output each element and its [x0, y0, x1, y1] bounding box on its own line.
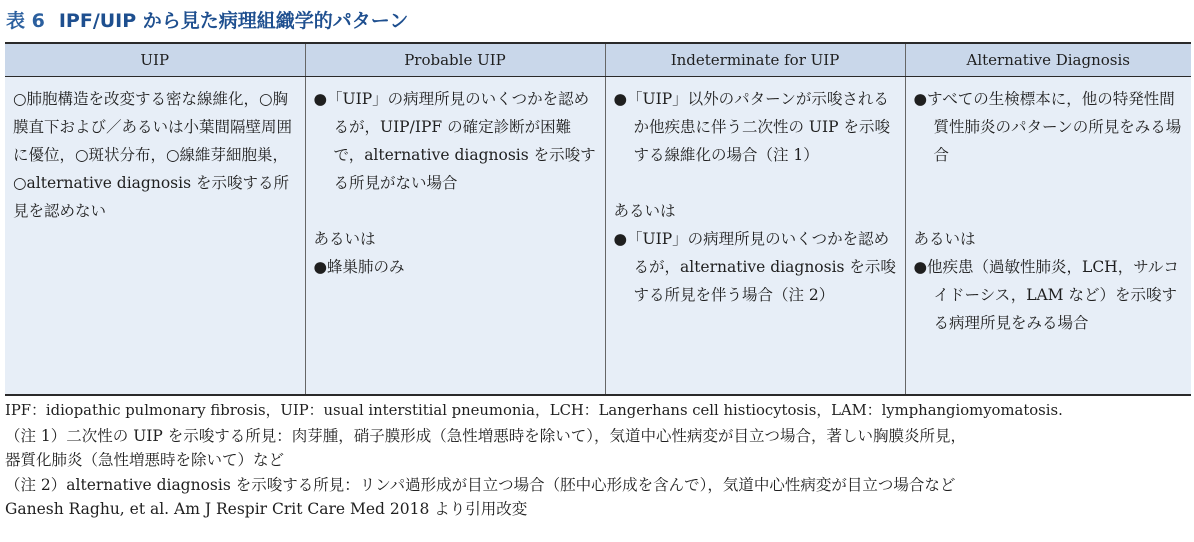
indeterminate-or: あるいは — [613, 202, 676, 220]
probable-uip-criteria-2: ●蜂巣肺のみ — [313, 258, 405, 276]
note-1-line-1: （注 1）二次性の UIP を示唆する所見：肉芽腫，硝子膜形成（急性増悪時を除いて），気道中心性病変が目立つ場合，著しい胸膜炎所見， — [5, 426, 967, 445]
alternative-criteria-1: ●すべての生検標本に，他の特発性間質性肺炎のパターンの所見をみる場合 — [913, 90, 1182, 164]
alternative-criteria-2: ●他疾患（過敏性肺炎，LCH，サルコイドーシス，LAM など）を示唆する病理所見をみる場合 — [913, 258, 1179, 332]
cell-alternative-diagnosis — [905, 77, 1191, 395]
cell-probable-uip — [305, 77, 605, 395]
header-alternative-diagnosis: Alternative Diagnosis — [905, 43, 1191, 77]
header-row — [5, 43, 1191, 77]
table-title — [6, 4, 408, 34]
source-citation: Ganesh Raghu, et al. Am J Respir Crit Care Med 2018 より引用改変 — [5, 500, 528, 518]
abbreviations-note: IPF：idiopathic pulmonary fibrosis，UIP：usual interstitial pneumonia，LCH：Langerhans cell histiocytosis，LAM：lymphangiomyomatosis. — [5, 402, 1063, 419]
header-indeterminate-uip: Indeterminate for UIP — [605, 43, 905, 77]
cell-indeterminate-uip — [605, 77, 905, 395]
uip-criteria: ○肺胞構造を改変する密な線維化，○胸膜直下および／あるいは小葉間隔壁周囲に優位，○斑状分布，○線維芽細胞巣，○alternative diagnosis を示唆する所見を認めない — [13, 90, 293, 220]
note-1-line-2: 器質化肺炎（急性増悪時を除いて）など — [5, 451, 285, 469]
indeterminate-criteria-2: ●「UIP」の病理所見のいくつかを認めるが，alternative diagnosis を示唆する所見を伴う場合（注 2） — [613, 230, 896, 304]
probable-uip-or: あるいは — [313, 230, 376, 248]
table-title-text: IPF/UIP から見た病理組織学的パターン — [58, 9, 409, 32]
header-uip: UIP — [5, 43, 305, 77]
table-number: 表 6 — [6, 9, 45, 32]
cell-uip — [5, 77, 305, 395]
header-probable-uip: Probable UIP — [305, 43, 605, 77]
alternative-or: あるいは — [913, 230, 976, 248]
note-2: （注 2）alternative diagnosis を示唆する所見：リンパ過形成が目立つ場合（胚中心形成を含んで），気道中心性病変が目立つ場合など — [5, 475, 956, 494]
indeterminate-criteria-1: ●「UIP」以外のパターンが示唆されるか他疾患に伴う二次性の UIP を示唆する線維化の場合（注 1） — [613, 90, 890, 164]
pattern-table — [5, 42, 1191, 396]
table-footnotes — [5, 399, 1191, 522]
probable-uip-criteria-1: ●「UIP」の病理所見のいくつかを認めるが，UIP/IPF の確定診断が困難で，alternative diagnosis を示唆する所見がない場合 — [313, 90, 596, 192]
body-row — [5, 77, 1191, 395]
